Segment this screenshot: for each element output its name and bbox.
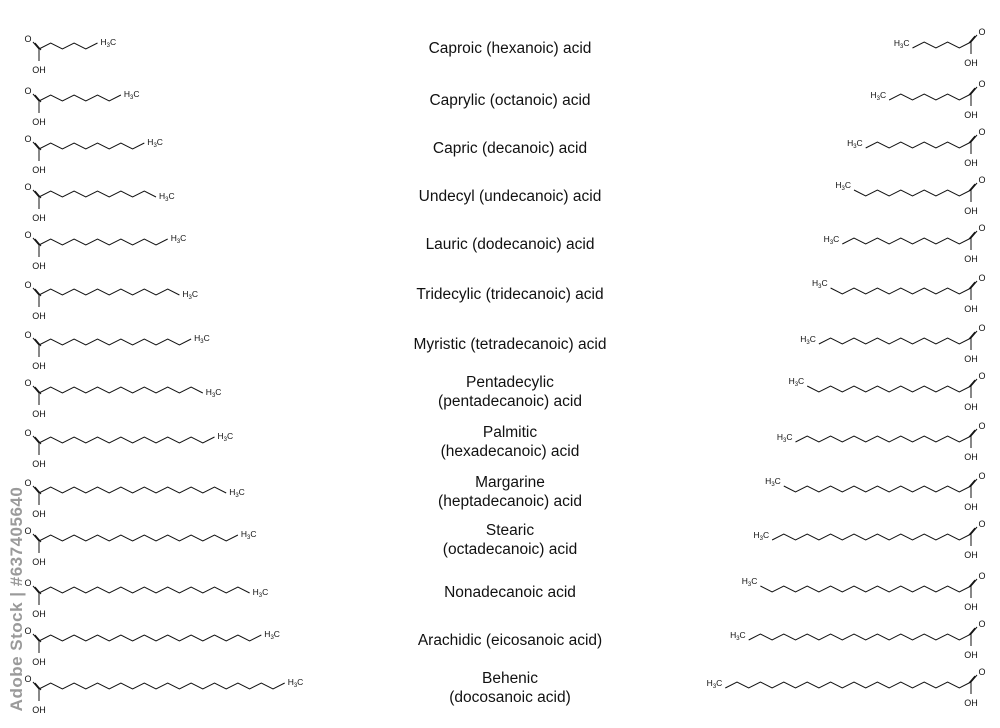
carbon-chain xyxy=(749,634,971,640)
acid-name-line: Pentadecylic xyxy=(466,374,554,391)
acid-name-line: (octadecanoic) acid xyxy=(442,541,578,558)
oxygen-label: O xyxy=(24,86,32,96)
carbon-chain xyxy=(772,534,971,540)
acid-name-line: Behenic xyxy=(481,670,538,687)
hydroxyl-label: OH xyxy=(964,304,978,314)
methyl-label: $H_3C$ xyxy=(170,233,187,245)
methyl-label: $H_3C$ xyxy=(835,180,851,192)
stock-id-watermark xyxy=(2,484,32,714)
hydroxyl-label: OH xyxy=(32,361,46,371)
carbonyl-bond-2 xyxy=(969,332,975,339)
acid-name-line: Stearic xyxy=(485,522,535,539)
hydroxyl-label: OH xyxy=(32,705,46,715)
methyl-label: $H_3C$ xyxy=(811,278,828,290)
right-structure-10c xyxy=(847,127,985,168)
hydroxyl-label: OH xyxy=(964,158,978,168)
hydroxyl-label: OH xyxy=(32,213,46,223)
oxygen-label: O xyxy=(24,280,32,290)
methyl-label: $H_3C$ xyxy=(800,334,816,346)
hydroxyl-label: OH xyxy=(32,165,46,175)
methyl-label: $H_3C$ xyxy=(264,629,280,641)
oxygen-label: O xyxy=(24,478,32,488)
hydroxyl-label: OH xyxy=(32,117,46,127)
methyl-label: $H_3C$ xyxy=(706,678,723,690)
oxygen-label: O xyxy=(24,34,32,44)
carbon-chain xyxy=(760,586,971,592)
hydroxyl-label: OH xyxy=(32,509,46,519)
methyl-label: $H_3C$ xyxy=(252,587,269,599)
hydroxyl-label: OH xyxy=(964,550,978,560)
carbonyl-bond xyxy=(971,183,977,190)
oxygen-label: O xyxy=(24,626,32,636)
methyl-label: $H_3C$ xyxy=(205,387,222,399)
methyl-label: $H_3C$ xyxy=(229,487,245,499)
acid-name-line: (hexadecanoic) acid xyxy=(440,443,580,460)
right-structure-6c xyxy=(894,27,986,68)
hydroxyl-label: OH xyxy=(32,557,46,567)
carbonyl-bond xyxy=(971,627,977,634)
carbon-chain xyxy=(842,238,971,244)
methyl-label: $H_3C$ xyxy=(776,432,793,444)
oxygen-label: O xyxy=(24,230,32,240)
oxygen-label: O xyxy=(24,378,32,388)
hydroxyl-label: OH xyxy=(964,402,978,412)
methyl-label: $H_3C$ xyxy=(847,138,863,150)
acid-name-line: Arachidic (eicosanoic acid) xyxy=(417,631,603,649)
acid-name-line: Undecyl (undecanoic) acid xyxy=(418,187,602,205)
acid-name-line: Nonadecanoic acid xyxy=(444,583,576,601)
acid-name-line: (heptadecanoic) acid xyxy=(438,493,582,510)
oxygen-label: O xyxy=(978,421,986,431)
hydroxyl-label: OH xyxy=(964,110,978,120)
right-structure-8c xyxy=(870,79,985,120)
oxygen-label: O xyxy=(978,273,986,283)
hydroxyl-label: OH xyxy=(32,311,46,321)
oxygen-label: O xyxy=(978,519,986,529)
carbon-chain xyxy=(819,338,971,344)
stock-id-text: Adobe Stock | #637405640 xyxy=(7,486,26,712)
acid-name-line: (docosanoic acid) xyxy=(449,689,571,706)
right-structure-19c xyxy=(742,571,986,612)
methyl-label: $H_3C$ xyxy=(753,530,770,542)
carbonyl-bond-2 xyxy=(969,580,975,587)
acid-name-line: Capric (decanoic) acid xyxy=(432,139,588,157)
carbonyl-bond xyxy=(971,429,977,436)
oxygen-label: O xyxy=(978,127,986,137)
methyl-label: $H_3C$ xyxy=(287,677,304,689)
carbon-chain xyxy=(854,190,971,196)
acid-name-line: Myristic (tetradecanoic) acid xyxy=(413,335,607,353)
carbonyl-bond-2 xyxy=(969,528,975,535)
methyl-label: $H_3C$ xyxy=(100,37,117,49)
carbonyl-bond-2 xyxy=(969,430,975,437)
oxygen-label: O xyxy=(978,571,986,581)
carbon-chain xyxy=(866,142,971,148)
hydroxyl-label: OH xyxy=(964,650,978,660)
oxygen-label: O xyxy=(978,619,986,629)
oxygen-label: O xyxy=(978,223,986,233)
oxygen-label: O xyxy=(978,471,986,481)
carbonyl-bond-2 xyxy=(969,136,975,143)
methyl-label: $H_3C$ xyxy=(123,89,140,101)
carbonyl-bond-2 xyxy=(969,480,975,487)
methyl-label: $H_3C$ xyxy=(823,234,840,246)
hydroxyl-label: OH xyxy=(964,698,978,708)
hydroxyl-label: OH xyxy=(964,254,978,264)
hydroxyl-label: OH xyxy=(32,65,46,75)
carbonyl-bond xyxy=(971,479,977,486)
acid-name-line: (pentadecanoic) acid xyxy=(438,393,582,410)
hydroxyl-label: OH xyxy=(964,452,978,462)
carbonyl-bond-2 xyxy=(969,232,975,239)
carbonyl-bond xyxy=(971,331,977,338)
carbon-chain xyxy=(807,386,971,392)
oxygen-label: O xyxy=(978,667,986,677)
carbon-chain xyxy=(913,42,972,48)
hydroxyl-label: OH xyxy=(964,602,978,612)
acid-name-line: Caproic (hexanoic) acid xyxy=(428,39,592,57)
right-structure-16c xyxy=(777,421,986,462)
carbonyl-bond-2 xyxy=(969,184,975,191)
carbonyl-bond xyxy=(971,675,977,682)
methyl-label: $H_3C$ xyxy=(893,38,910,50)
carbonyl-bond xyxy=(971,135,977,142)
methyl-label: $H_3C$ xyxy=(217,431,234,443)
carbonyl-bond-2 xyxy=(969,380,975,387)
hydroxyl-label: OH xyxy=(964,58,978,68)
carbonyl-bond-2 xyxy=(969,36,975,43)
acid-name-line: Tridecylic (tridecanoic) acid xyxy=(416,285,604,303)
methyl-label: $H_3C$ xyxy=(741,576,758,588)
carbonyl-bond-2 xyxy=(969,628,975,635)
carbon-chain xyxy=(725,682,971,688)
oxygen-label: O xyxy=(24,428,32,438)
hydroxyl-label: OH xyxy=(32,459,46,469)
right-structure-13c xyxy=(812,273,986,314)
oxygen-label: O xyxy=(24,526,32,536)
acid-name-line: Margarine xyxy=(475,474,545,491)
carbonyl-bond xyxy=(971,579,977,586)
right-structure-22c xyxy=(707,667,986,708)
methyl-label: $H_3C$ xyxy=(788,376,805,388)
carbonyl-bond xyxy=(971,231,977,238)
hydroxyl-label: OH xyxy=(32,657,46,667)
methyl-label: $H_3C$ xyxy=(730,630,746,642)
carbonyl-bond-2 xyxy=(969,282,975,289)
acid-name-line: Lauric (dodecanoic) acid xyxy=(425,235,595,253)
hydroxyl-label: OH xyxy=(32,609,46,619)
oxygen-label: O xyxy=(978,323,986,333)
carbon-chain xyxy=(784,486,971,492)
right-structure-15c xyxy=(789,371,986,412)
methyl-label: $H_3C$ xyxy=(240,529,257,541)
carbon-chain xyxy=(831,288,971,294)
oxygen-label: O xyxy=(978,79,986,89)
methyl-label: $H_3C$ xyxy=(159,191,175,203)
oxygen-label: O xyxy=(978,371,986,381)
carbonyl-bond xyxy=(971,87,977,94)
carbon-chain xyxy=(796,436,972,442)
oxygen-label: O xyxy=(24,134,32,144)
hydroxyl-label: OH xyxy=(964,206,978,216)
carbon-chain xyxy=(889,94,971,100)
right-structure-20c xyxy=(730,619,985,660)
methyl-label: $H_3C$ xyxy=(765,476,781,488)
oxygen-label: O xyxy=(24,330,32,340)
oxygen-label: O xyxy=(978,175,986,185)
hydroxyl-label: OH xyxy=(32,261,46,271)
oxygen-label: O xyxy=(24,182,32,192)
right-structure-17c xyxy=(765,471,985,512)
acid-name-line: Palmitic xyxy=(482,424,538,441)
hydroxyl-label: OH xyxy=(964,502,978,512)
hydroxyl-label: OH xyxy=(32,409,46,419)
right-structure-11c xyxy=(835,175,985,216)
carbonyl-bond xyxy=(971,379,977,386)
methyl-label: $H_3C$ xyxy=(182,289,199,301)
right-structure-14c xyxy=(800,323,985,364)
oxygen-label: O xyxy=(978,27,986,37)
carbonyl-bond xyxy=(971,281,977,288)
methyl-label: $H_3C$ xyxy=(194,333,210,345)
right-structure-18c xyxy=(753,519,985,560)
acid-name-line: Caprylic (octanoic) acid xyxy=(429,91,591,109)
right-structure-12c xyxy=(824,223,986,264)
carbonyl-bond-2 xyxy=(969,88,975,95)
oxygen-label: O xyxy=(24,674,32,684)
hydroxyl-label: OH xyxy=(964,354,978,364)
carbonyl-bond xyxy=(971,527,977,534)
carbonyl-bond xyxy=(971,35,977,42)
carbonyl-bond-2 xyxy=(969,676,975,683)
methyl-label: $H_3C$ xyxy=(870,90,887,102)
methyl-label: $H_3C$ xyxy=(147,137,163,149)
oxygen-label: O xyxy=(24,578,32,588)
